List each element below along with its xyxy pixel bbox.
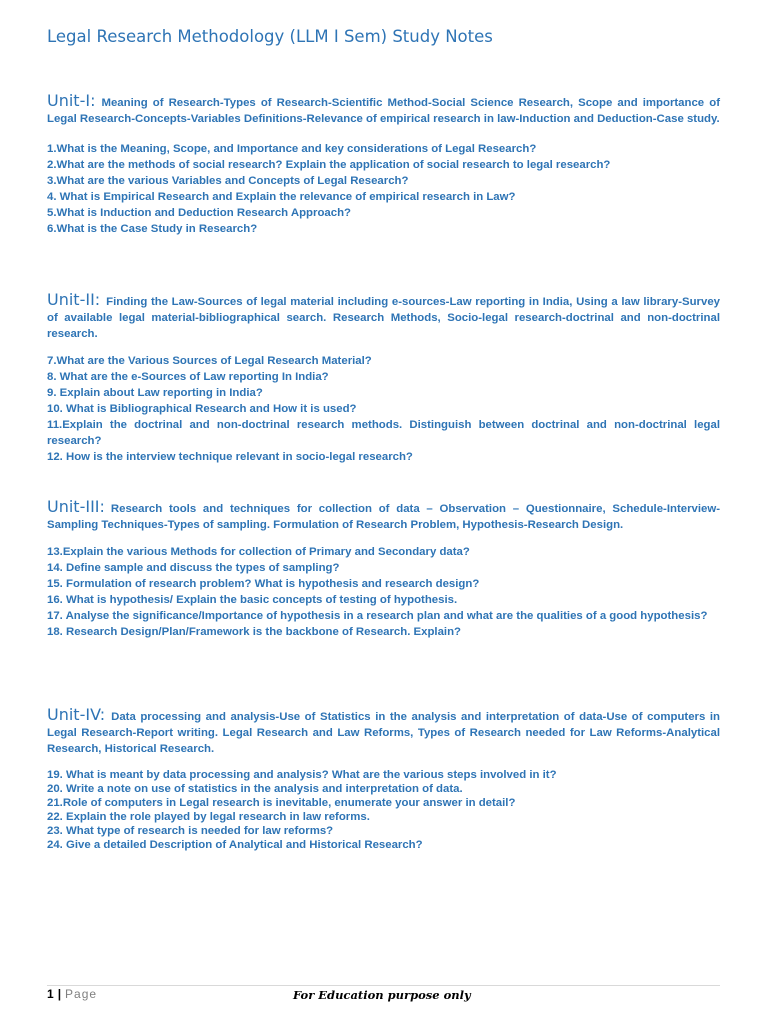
- unit-3-syllabus: [47, 499, 720, 533]
- unit-4-question-list: [47, 768, 720, 852]
- question-2: 2.What are the methods of social research? Explain the application of social research to legal research?: [47, 159, 611, 171]
- question-16: 16. What is hypothesis/ Explain the basic concepts of testing of hypothesis.: [47, 594, 458, 606]
- question-24: 24. Give a detailed Description of Analytical and Historical Research?: [47, 839, 423, 851]
- unit-1-section: [47, 93, 720, 237]
- question-1: 1.What is the Meaning, Scope, and Importance and key considerations of Legal Research?: [47, 143, 537, 155]
- page-label: Page: [65, 987, 98, 1001]
- unit-4-section: [47, 707, 720, 852]
- question-5: 5.What is Induction and Deduction Research Approach?: [47, 207, 351, 219]
- footer-page-number: [47, 987, 97, 1001]
- unit-3-question-list: [47, 544, 720, 640]
- question-13: 13.Explain the various Methods for collection of Primary and Secondary data?: [47, 546, 470, 558]
- unit-2-section: [47, 292, 720, 465]
- question-7: 7.What are the Various Sources of Legal Research Material?: [47, 355, 372, 367]
- question-19: 19. What is meant by data processing and analysis? What are the various steps involved in it?: [47, 769, 557, 781]
- question-22: 22. Explain the role played by legal research in law reforms.: [47, 811, 370, 823]
- question-6: 6.What is the Case Study in Research?: [47, 223, 258, 235]
- question-23: 23. What type of research is needed for law reforms?: [47, 825, 334, 837]
- unit-2-description: Finding the Law-Sources of legal material including e-sources-Law reporting in India, Using a law library-Survey of available legal material-bibliographical search. Research Methods, Socio-legal research-doctrinal and non-doctrinal research.: [47, 296, 720, 340]
- page-number: 1: [47, 987, 54, 1001]
- unit-2-heading: Unit-II:: [47, 290, 101, 309]
- unit-3-heading: Unit-III:: [47, 497, 105, 516]
- question-3: 3.What are the various Variables and Concepts of Legal Research?: [47, 175, 409, 187]
- unit-3-section: [47, 499, 720, 640]
- unit-1-question-list: [47, 141, 720, 237]
- question-15: 15. Formulation of research problem? What is hypothesis and research design?: [47, 578, 480, 590]
- unit-4-description: Data processing and analysis-Use of Statistics in the analysis and interpretation of data-Use of computers in Legal Research-Report writing. Legal Research and Law Reforms, Types of Research needed for Law Reforms-Analytical Research, Historical Research.: [47, 711, 720, 755]
- question-9: 9. Explain about Law reporting in India?: [47, 387, 263, 399]
- unit-1-syllabus: [47, 93, 720, 127]
- unit-4-heading: Unit-IV:: [47, 705, 106, 724]
- question-4: 4. What is Empirical Research and Explain the relevance of empirical research in Law?: [47, 191, 516, 203]
- unit-2-syllabus: [47, 292, 720, 342]
- unit-1-description: Meaning of Research-Types of Research-Scientific Method-Social Science Research, Scope and importance of Legal Research-Concepts-Variables Definitions-Relevance of empirical research in law-Induction and Deduction-Case study.: [47, 97, 720, 125]
- unit-3-description: Research tools and techniques for collection of data – Observation – Questionnaire, Schedule-Interview-Sampling Techniques-Types of sampling. Formulation of Research Problem, Hypothesis-Research Design.: [47, 503, 720, 531]
- question-10: 10. What is Bibliographical Research and How it is used?: [47, 403, 357, 415]
- question-8: 8. What are the e-Sources of Law reporting In India?: [47, 371, 329, 383]
- question-12: 12. How is the interview technique relevant in socio-legal research?: [47, 451, 413, 463]
- page-separator: |: [57, 987, 62, 1001]
- document-title: Legal Research Methodology (LLM I Sem) Study Notes: [47, 27, 493, 46]
- question-17: 17. Analyse the significance/Importance of hypothesis in a research plan and what are the qualities of a good hypothesis?: [47, 610, 708, 622]
- question-14: 14. Define sample and discuss the types of sampling?: [47, 562, 340, 574]
- unit-2-question-list: [47, 353, 720, 465]
- question-21: 21.Role of computers in Legal research is inevitable, enumerate your answer in detail?: [47, 797, 516, 809]
- question-11: 11.Explain the doctrinal and non-doctrinal research methods. Distinguish between doctrinal and non-doctrinal legal research?: [47, 419, 720, 447]
- unit-1-heading: Unit-I:: [47, 91, 96, 110]
- question-18: 18. Research Design/Plan/Framework is the backbone of Research. Explain?: [47, 626, 462, 638]
- unit-4-syllabus: [47, 707, 720, 757]
- footer-note: For Education purpose only: [293, 988, 471, 1002]
- question-20: 20. Write a note on use of statistics in the analysis and interpretation of data.: [47, 783, 463, 795]
- footer-divider: [47, 985, 720, 986]
